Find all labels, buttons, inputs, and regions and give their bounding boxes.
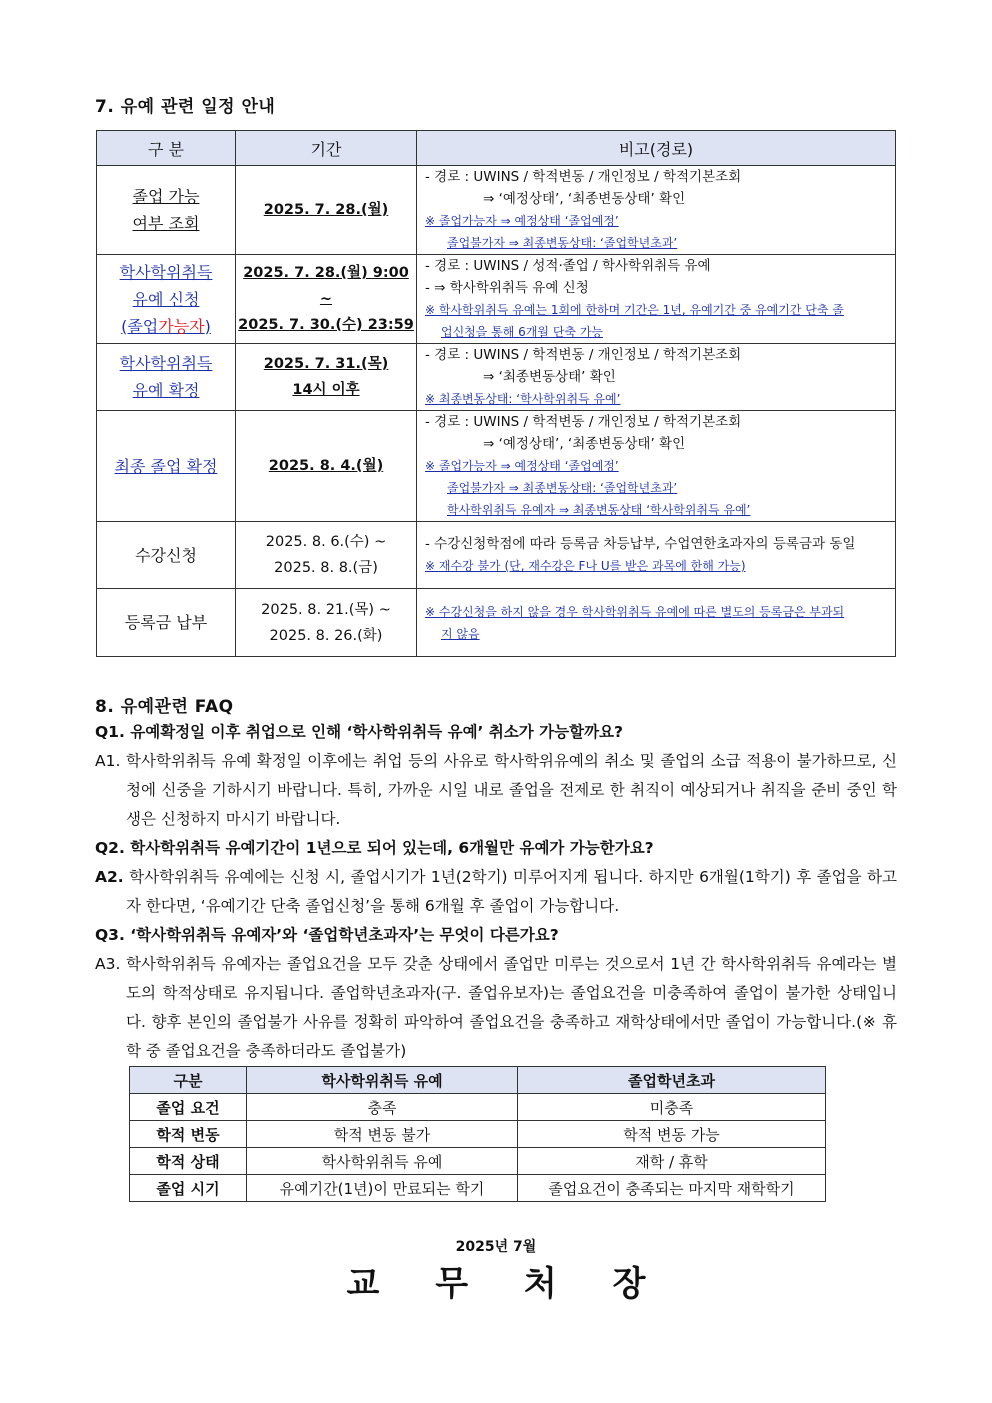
signature-title: 교 무 처 장 <box>346 1264 668 1304</box>
header-note: 비고(경로) <box>417 131 896 166</box>
schedule-row <box>97 589 896 657</box>
header-period: 기간 <box>236 131 417 166</box>
row-gubun: 졸업 가능 여부 조회 <box>97 166 236 255</box>
row-period: 2025. 8. 4.(월) <box>236 411 417 522</box>
comparison-row: 학적 상태 학사학위취득 유예 재학 / 휴학 <box>130 1148 826 1175</box>
row-gubun: 등록금 납부 <box>97 589 236 657</box>
row-note: - 경로 : UWINS / 성적·졸업 / 학사학위취득 유예 - ⇒ 학사학위취득 유예 신청 ※ 학사학위취득 유예는 1회에 한하며 기간은 1년, 유예기간 중 유예기간 단축 졸 업신청을 통해 6개월 단축 가능 <box>417 255 896 344</box>
row-note: - 경로 : UWINS / 학적변동 / 개인정보 / 학적기본조회 ⇒ ‘예정상태’, ‘최종변동상태’ 확인 ※ 졸업가능자 ⇒ 예정상태 ‘졸업예정’ 졸업불가자 ⇒ 최종변동상태: ‘졸업학년초과’ 학사학위취득 유예자 ⇒ 최종변동상태 ‘학사학위취득 유예’ <box>417 411 896 522</box>
comparison-row: 학적 변동 학적 변동 불가 학적 변동 가능 <box>130 1121 826 1148</box>
faq-answer-2: A2. 학사학위취득 유예에는 신청 시, 졸업시기가 1년(2학기) 미루어지게 됩니다. 하지만 6개월(1학기) 후 졸업을 하고자 한다면, ‘유예기간 단축 졸업신청’을 통해 6개월 후 졸업이 가능합니다. <box>95 868 897 915</box>
row-period: 2025. 7. 28.(월) 9:00 ~ 2025. 7. 30.(수) 23:59 <box>236 255 417 344</box>
section7-title: 7. 유예 관련 일정 안내 <box>95 97 276 117</box>
row-period: 2025. 8. 6.(수) ~ 2025. 8. 8.(금) <box>236 522 417 589</box>
schedule-row <box>97 255 896 344</box>
faq-answer-1: A1. 학사학위취득 유예 확정일 이후에는 취업 등의 사유로 학사학위유예의 취소 및 졸업의 소급 적용이 불가하므로, 신청에 신중을 기하시기 바랍니다. 특히, 가까운 시일 내로 졸업을 전제로 한 취직이 예상되거나 취직을 준비 중인 학생은 신청하지 마시기 바랍니다. <box>95 752 897 828</box>
comparison-header-row: 구분 학사학위취득 유예 졸업학년초과 <box>130 1067 826 1094</box>
section8-title: 8. 유예관련 FAQ <box>95 697 234 717</box>
faq-question-3: Q3. ‘학사학위취득 유예자’와 ‘졸업학년초과자’는 무엇이 다른가요? <box>95 926 559 944</box>
issue-date: 2025년 7월 <box>455 1239 537 1255</box>
row-note: - 경로 : UWINS / 학적변동 / 개인정보 / 학적기본조회 ⇒ ‘최종변동상태’ 확인 ※ 최종변동상태: ‘학사학위취득 유예’ <box>417 344 896 411</box>
header-gubun: 구 분 <box>97 131 236 166</box>
faq-answer-3: A3. 학사학위취득 유예자는 졸업요건을 모두 갖춘 상태에서 졸업만 미루는 것으로서 1년 간 학사학위취득 유예라는 별도의 학적상태로 유지됩니다. 졸업학년초과자(구. 졸업유보자)는 졸업요건을 미충족하여 졸업이 불가한 상태입니다. 향후 본인의 졸업불가 사유를 정확히 파악하여 졸업요건을 충족하고 재학상태에서만 졸업이 가능합니다.(※ 휴학 중 졸업요건을 충족하더라도 졸업불가) <box>95 955 897 1060</box>
faq-block <box>95 718 897 1066</box>
schedule-row <box>97 411 896 522</box>
schedule-row <box>97 522 896 589</box>
schedule-row <box>97 166 896 255</box>
row-note: ※ 수강신청을 하지 않을 경우 학사학위취득 유예에 따른 별도의 등록금은 부과되 지 않음 <box>417 589 896 657</box>
schedule-row <box>97 344 896 411</box>
schedule-table <box>96 130 896 657</box>
row-gubun: 최종 졸업 확정 <box>97 411 236 522</box>
row-period: 2025. 7. 31.(목) 14시 이후 <box>236 344 417 411</box>
comparison-table <box>129 1066 826 1202</box>
row-gubun: 수강신청 <box>97 522 236 589</box>
row-note: - 경로 : UWINS / 학적변동 / 개인정보 / 학적기본조회 ⇒ ‘예정상태’, ‘최종변동상태’ 확인 ※ 졸업가능자 ⇒ 예정상태 ‘졸업예정’ 졸업불가자 ⇒ 최종변동상태: ‘졸업학년초과’ <box>417 166 896 255</box>
faq-question-2: Q2. 학사학위취득 유예기간이 1년으로 되어 있는데, 6개월만 유예가 가능한가요? <box>95 839 654 857</box>
row-period: 2025. 8. 21.(목) ~ 2025. 8. 26.(화) <box>236 589 417 657</box>
row-period: 2025. 7. 28.(월) <box>236 166 417 255</box>
comparison-row: 졸업 요건 충족 미충족 <box>130 1094 826 1121</box>
schedule-header-row <box>97 131 896 166</box>
row-gubun: 학사학위취득 유예 확정 <box>97 344 236 411</box>
row-gubun: 학사학위취득 유예 신청 (졸업가능자) <box>97 255 236 344</box>
comparison-row: 졸업 시기 유예기간(1년)이 만료되는 학기 졸업요건이 충족되는 마지막 재학학기 <box>130 1175 826 1202</box>
row-note: - 수강신청학점에 따라 등록금 차등납부, 수업연한초과자의 등록금과 동일 ※ 재수강 불가 (단, 재수강은 F나 U를 받은 과목에 한해 가능) <box>417 522 896 589</box>
faq-question-1: Q1. 유예확정일 이후 취업으로 인해 ‘학사학위취득 유예’ 취소가 가능할까요? <box>95 723 624 741</box>
